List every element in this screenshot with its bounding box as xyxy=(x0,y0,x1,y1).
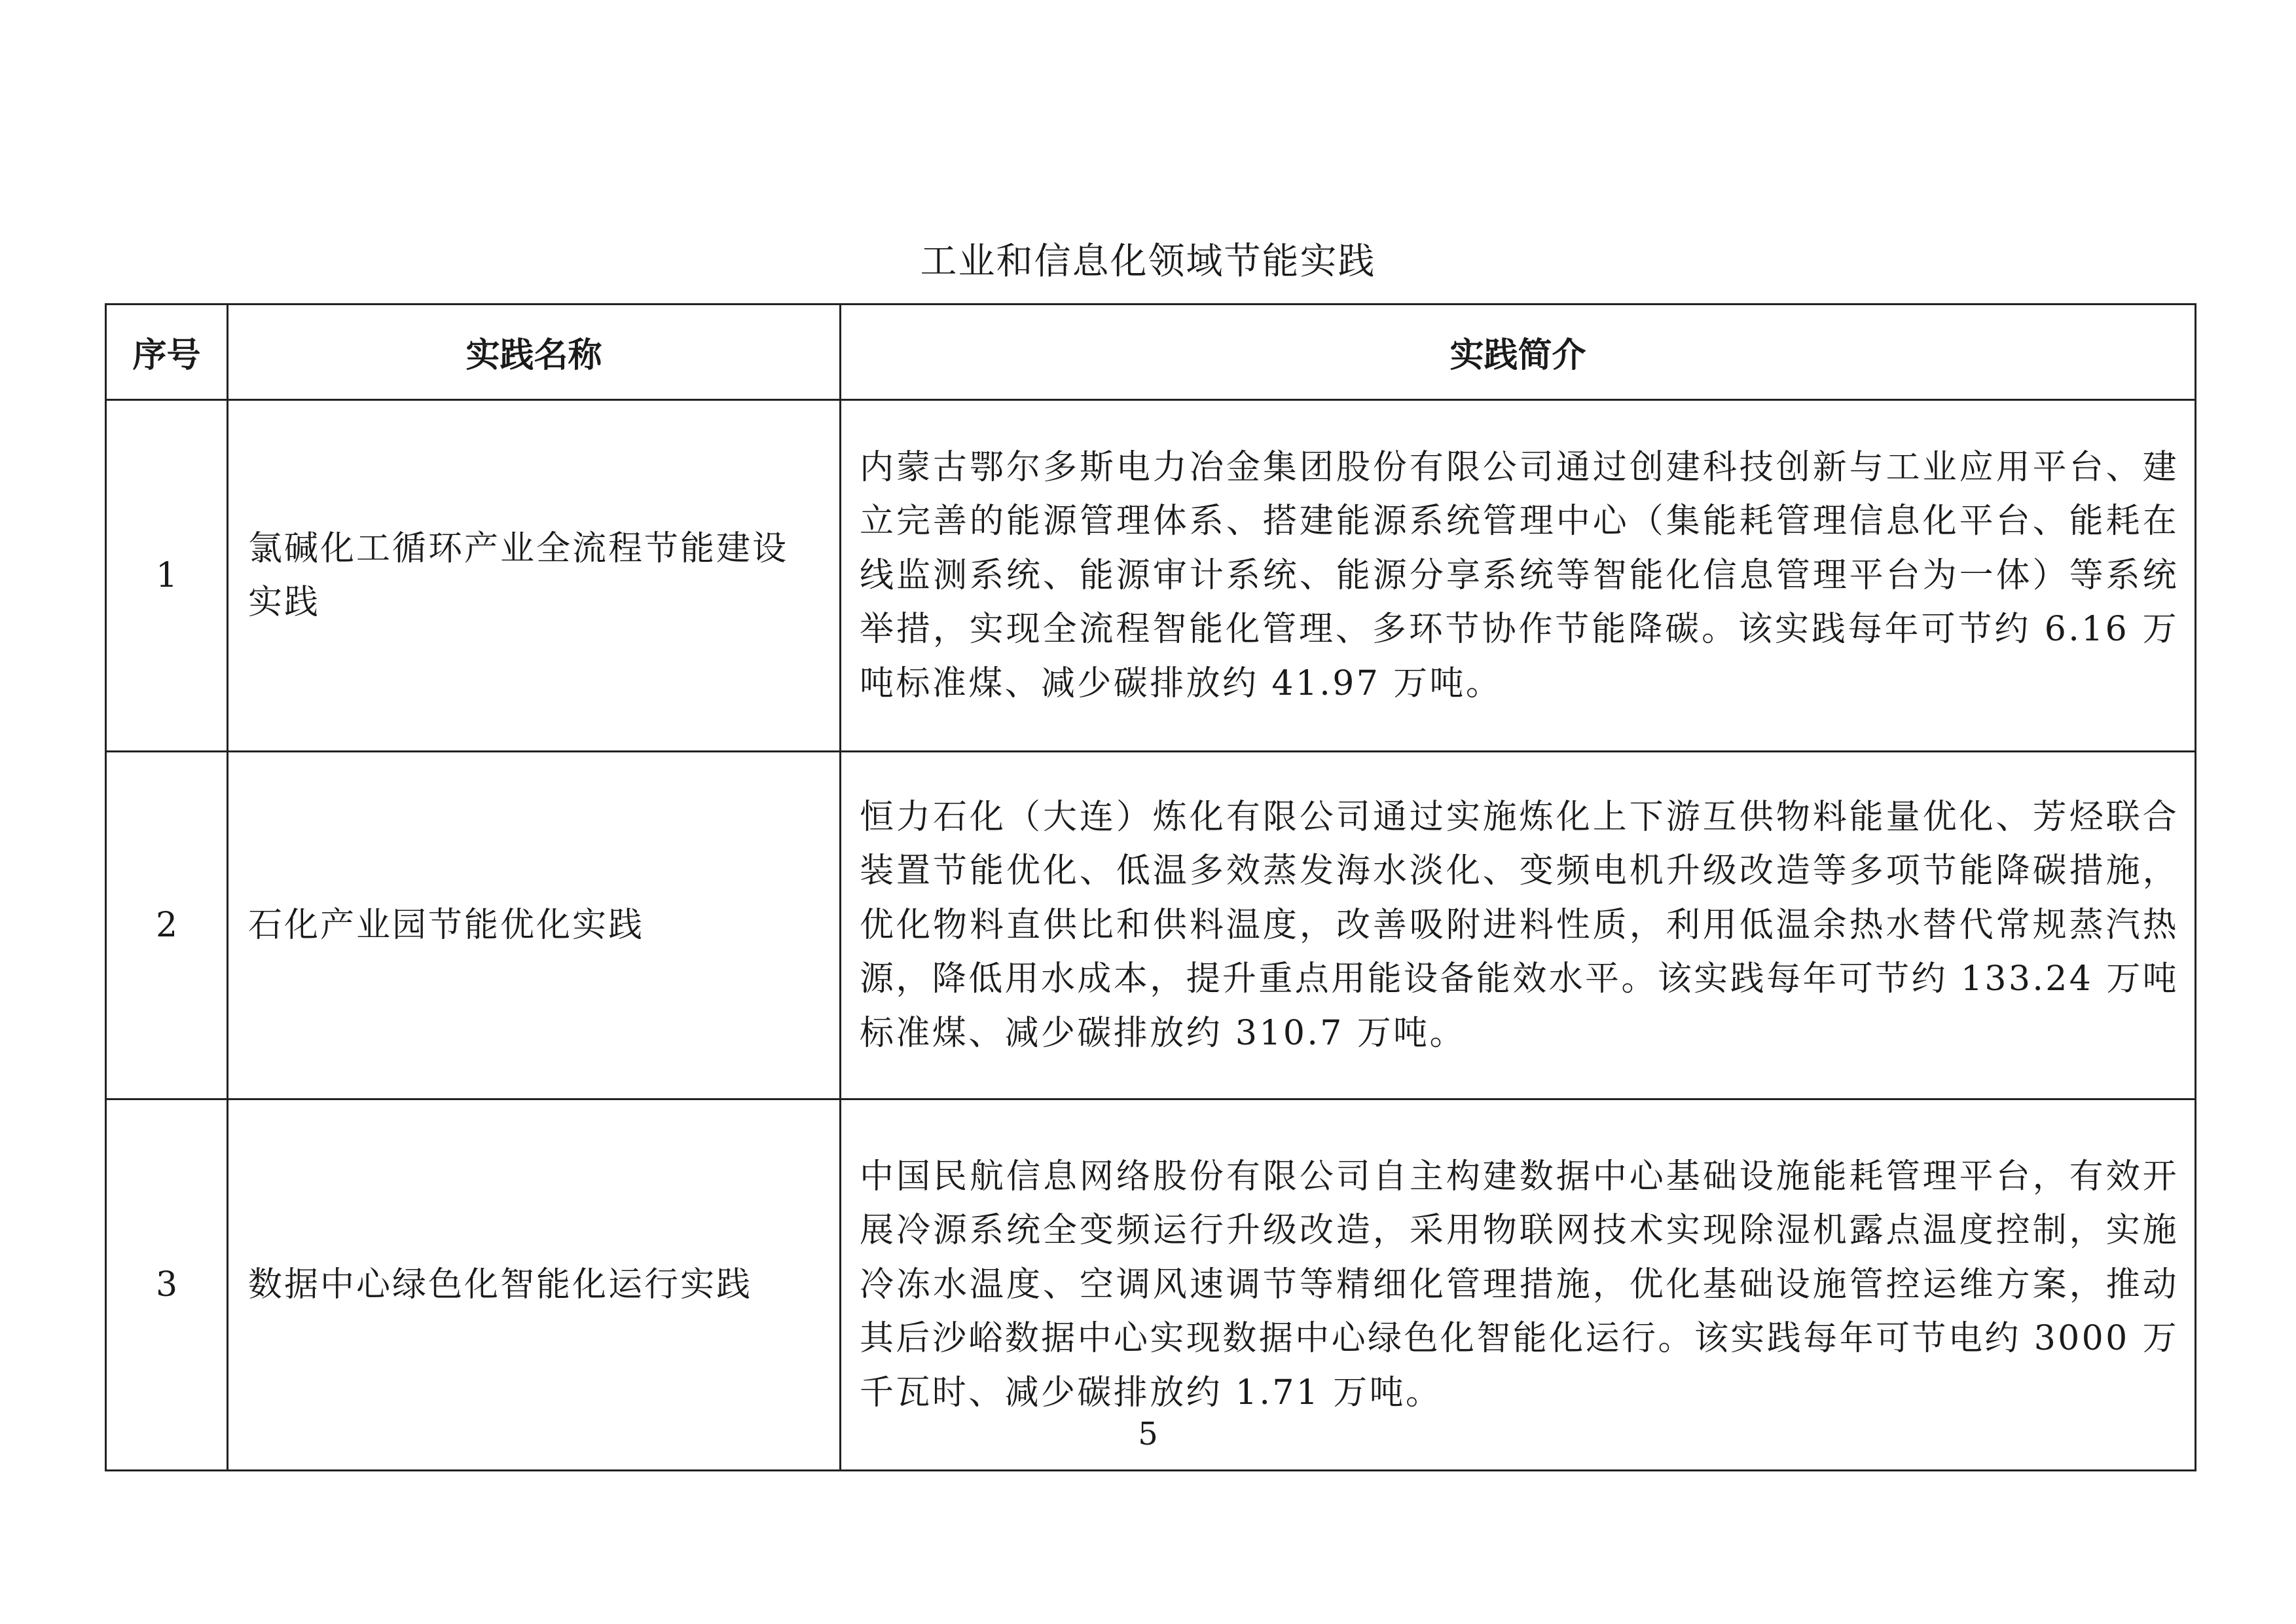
row-index: 1 xyxy=(106,400,228,752)
page-number: 5 xyxy=(1138,1416,1158,1452)
row-practice-description: 恒力石化（大连）炼化有限公司通过实施炼化上下游互供物料能量优化、芳烃联合装置节能优化、低温多效蒸发海水淡化、变频电机升级改造等多项节能降碳措施，优化物料直供比和供料温度，改善吸附进料性质，利用低温余热水替代常规蒸汽热源，降低用水成本，提升重点用能设备能效水平。该实践每年可节约 133.24 万吨标准煤、减少碳排放约 310.7 万吨。 xyxy=(841,752,2196,1099)
row-index: 3 xyxy=(106,1099,228,1471)
table-header-row xyxy=(106,304,2196,400)
table-row xyxy=(106,400,2196,752)
table-row xyxy=(106,752,2196,1099)
row-practice-description: 内蒙古鄂尔多斯电力冶金集团股份有限公司通过创建科技创新与工业应用平台、建立完善的能源管理体系、搭建能源系统管理中心（集能耗管理信息化平台、能耗在线监测系统、能源审计系统、能源分享系统等智能化信息管理平台为一体）等系统举措，实现全流程智能化管理、多环节协作节能降碳。该实践每年可节约 6.16 万吨标准煤、减少碳排放约 41.97 万吨。 xyxy=(841,400,2196,752)
document-title: 工业和信息化领域节能实践 xyxy=(920,240,1376,283)
practice-table xyxy=(105,303,2196,1471)
row-index: 2 xyxy=(106,752,228,1099)
row-practice-description: 中国民航信息网络股份有限公司自主构建数据中心基础设施能耗管理平台，有效开展冷源系统全变频运行升级改造，采用物联网技术实现除湿机露点温度控制，实施冷冻水温度、空调风速调节等精细化管理措施，优化基础设施管控运维方案，推动其后沙峪数据中心实现数据中心绿色化智能化运行。该实践每年可节电约 3000 万千瓦时、减少碳排放约 1.71 万吨。 xyxy=(841,1099,2196,1471)
row-practice-name: 石化产业园节能优化实践 xyxy=(228,752,841,1099)
row-practice-name: 数据中心绿色化智能化运行实践 xyxy=(228,1099,841,1471)
header-name: 实践名称 xyxy=(228,304,841,400)
header-index: 序号 xyxy=(106,304,228,400)
header-description: 实践简介 xyxy=(841,304,2196,400)
row-practice-name: 氯碱化工循环产业全流程节能建设实践 xyxy=(228,400,841,752)
